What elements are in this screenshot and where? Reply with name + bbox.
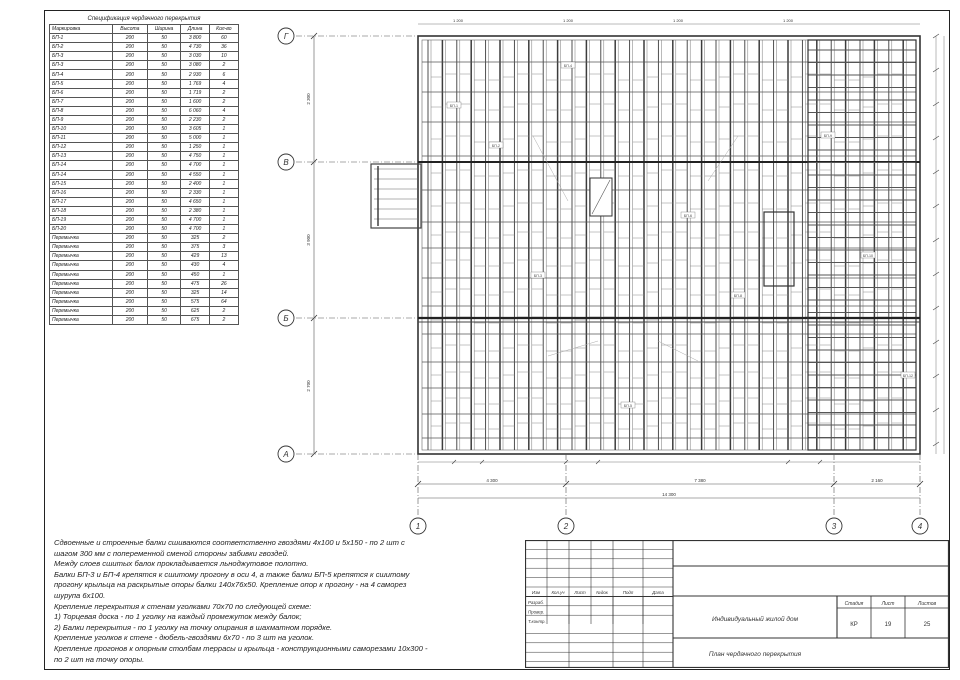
- beam-tag: БП-3: [533, 273, 543, 278]
- stamp-sheets-label: Листов: [917, 601, 937, 607]
- spec-cell: 2 930: [181, 70, 209, 79]
- spec-cell: 50: [147, 179, 181, 188]
- stamp-head-cell: Подп: [622, 590, 634, 595]
- spec-cell: БП-7: [50, 97, 113, 106]
- spec-cell: БП-3: [50, 61, 113, 70]
- spec-cell: 1: [209, 125, 238, 134]
- spec-column-header: Ширина: [147, 25, 181, 34]
- stamp-head-cell: Дата: [652, 590, 664, 595]
- spec-cell: 2: [209, 115, 238, 124]
- spec-cell: 200: [113, 125, 148, 134]
- spec-cell: БП-5: [50, 79, 113, 88]
- spec-cell: 64: [209, 297, 238, 306]
- stamp-role: Т.контр.: [528, 618, 546, 624]
- note-line: 2) Балки перекрытия - по 1 уголку на точку опирания в шахматном порядке.: [54, 622, 333, 632]
- spec-cell: 200: [113, 188, 148, 197]
- spec-cell: 50: [147, 215, 181, 224]
- spec-cell: БП-19: [50, 215, 113, 224]
- spec-cell: 429: [181, 252, 209, 261]
- stamp-stage: КР: [850, 622, 858, 628]
- spec-cell: 200: [113, 252, 148, 261]
- row-axis-label: Г: [283, 32, 289, 41]
- beam-tag: БП-10: [862, 253, 874, 258]
- row-axis-label: Б: [283, 314, 289, 323]
- spec-table-row: [50, 197, 239, 206]
- floor-framing-plan: [268, 16, 952, 536]
- spec-table-row: [50, 279, 239, 288]
- note-line: шурупа 6х100.: [54, 590, 106, 600]
- spec-table-row: [50, 97, 239, 106]
- stamp-project: Индивидуальный жилой дом: [711, 616, 799, 623]
- spec-cell: 2: [209, 61, 238, 70]
- spec-cell: 50: [147, 279, 181, 288]
- spec-cell: 200: [113, 215, 148, 224]
- spec-cell: 200: [113, 261, 148, 270]
- spec-cell: 50: [147, 52, 181, 61]
- spec-table-row: [50, 115, 239, 124]
- stamp-head-cell: Лист: [574, 590, 586, 595]
- left-dim-value: 2 700: [306, 380, 311, 392]
- spec-table-row: [50, 288, 239, 297]
- spec-cell: 36: [209, 43, 238, 52]
- stamp-head-cell: Изм: [531, 590, 541, 595]
- spec-cell: 50: [147, 297, 181, 306]
- note-line: по 2 шт на точку опоры.: [54, 654, 145, 664]
- spec-cell: 50: [147, 234, 181, 243]
- spec-cell: 6: [209, 70, 238, 79]
- spec-cell: Перемычка: [50, 261, 113, 270]
- top-dim-value: 1 200: [782, 18, 794, 23]
- spec-cell: 1: [209, 152, 238, 161]
- spec-cell: 50: [147, 70, 181, 79]
- spec-cell: 3 605: [181, 125, 209, 134]
- spec-cell: 60: [209, 34, 238, 43]
- spec-cell: 200: [113, 161, 148, 170]
- spec-cell: 450: [181, 270, 209, 279]
- right-zone-outline: [808, 40, 916, 450]
- beam-tag: БП-1: [449, 103, 459, 108]
- spec-cell: 3 080: [181, 61, 209, 70]
- spec-cell: 1: [209, 188, 238, 197]
- left-dim-value: 2 300: [306, 93, 311, 105]
- spec-cell: 1: [209, 170, 238, 179]
- spec-cell: 50: [147, 106, 181, 115]
- spec-cell: 200: [113, 88, 148, 97]
- spec-table-row: [50, 152, 239, 161]
- spec-cell: 200: [113, 225, 148, 234]
- spec-cell: 1 250: [181, 143, 209, 152]
- spec-cell: Перемычка: [50, 270, 113, 279]
- spec-cell: 200: [113, 43, 148, 52]
- spec-table-row: [50, 88, 239, 97]
- spec-cell: Перемычка: [50, 234, 113, 243]
- spec-cell: 200: [113, 288, 148, 297]
- spec-cell: Перемычка: [50, 279, 113, 288]
- spec-cell: 200: [113, 270, 148, 279]
- col-axis-label: 2: [563, 522, 569, 531]
- spec-cell: 200: [113, 206, 148, 215]
- spec-cell: 50: [147, 88, 181, 97]
- note-line: 1) Торцевая доска - по 1 уголку на каждый промежуток между балок;: [54, 612, 302, 622]
- stamp-sheet-number: 19: [884, 622, 892, 628]
- spec-column-header: Высота: [113, 25, 148, 34]
- spec-cell: 3 800: [181, 34, 209, 43]
- spec-cell: Перемычка: [50, 316, 113, 325]
- roof-mark: [533, 136, 568, 201]
- spec-table-row: [50, 79, 239, 88]
- spec-table-row: [50, 143, 239, 152]
- roof-mark: [548, 341, 598, 356]
- col-axis-label: 3: [831, 522, 837, 531]
- spec-table-row: [50, 34, 239, 43]
- spec-cell: БП-11: [50, 134, 113, 143]
- spec-cell: БП-6: [50, 88, 113, 97]
- specification-table: [49, 13, 239, 325]
- stamp-head-cell: Кол.уч: [551, 590, 565, 595]
- spec-cell: 4: [209, 261, 238, 270]
- spec-cell: 50: [147, 43, 181, 52]
- spec-cell: 50: [147, 306, 181, 315]
- spec-cell: 1: [209, 215, 238, 224]
- spec-cell: 325: [181, 288, 209, 297]
- note-line: Балки БП-3 и БП-4 крепятся к сшитому прогону в оси 4, а также балки БП-5 крепятся к сшитому: [54, 569, 410, 579]
- spec-cell: БП-14: [50, 161, 113, 170]
- note-line: Сдвоенные и строенные балки сшиваются соответственно гвоздями 4х100 и 5х150 - по 2 шт с: [54, 538, 405, 547]
- spec-cell: 3: [209, 243, 238, 252]
- spec-cell: БП-8: [50, 106, 113, 115]
- spec-cell: 2: [209, 97, 238, 106]
- overall-dim-value: 14 300: [662, 492, 676, 497]
- spec-table-row: [50, 61, 239, 70]
- spec-column-header: Длина: [181, 25, 209, 34]
- spec-cell: 5 000: [181, 134, 209, 143]
- spec-cell: 50: [147, 197, 181, 206]
- spec-cell: БП-13: [50, 152, 113, 161]
- spec-cell: 50: [147, 252, 181, 261]
- spec-cell: 2 400: [181, 179, 209, 188]
- spec-cell: 475: [181, 279, 209, 288]
- spec-cell: БП-16: [50, 188, 113, 197]
- spec-table-row: [50, 234, 239, 243]
- spec-cell: 200: [113, 79, 148, 88]
- note-line: Крепление прогонов к опорным столбам террасы и крыльца - конструкционными саморезами 10х300 -: [54, 643, 428, 653]
- spec-cell: 1: [209, 161, 238, 170]
- spec-cell: 4 550: [181, 170, 209, 179]
- spec-cell: 200: [113, 34, 148, 43]
- spec-cell: 200: [113, 152, 148, 161]
- spec-table-row: [50, 52, 239, 61]
- spec-table-row: [50, 270, 239, 279]
- spec-cell: БП-4: [50, 70, 113, 79]
- spec-cell: 50: [147, 97, 181, 106]
- span-dim-value: 7 380: [694, 478, 706, 483]
- spec-cell: 200: [113, 52, 148, 61]
- spec-cell: 2: [209, 306, 238, 315]
- spec-table-row: [50, 161, 239, 170]
- spec-table-row: [50, 170, 239, 179]
- spec-cell: 14: [209, 288, 238, 297]
- spec-cell: 1: [209, 197, 238, 206]
- spec-table-row: [50, 215, 239, 224]
- spec-cell: БП-20: [50, 225, 113, 234]
- spec-cell: 200: [113, 61, 148, 70]
- spec-cell: 50: [147, 115, 181, 124]
- note-line: Крепление уголков к стене - дюбель-гвоздями 6х70 - по 3 шт на уголок.: [54, 633, 315, 643]
- spec-table-row: [50, 243, 239, 252]
- spec-table-row: [50, 261, 239, 270]
- spec-cell: 200: [113, 234, 148, 243]
- spec-cell: Перемычка: [50, 243, 113, 252]
- spec-cell: 200: [113, 170, 148, 179]
- spec-cell: 1: [209, 206, 238, 215]
- spec-cell: 575: [181, 297, 209, 306]
- spec-cell: 50: [147, 125, 181, 134]
- spec-column-header: Маркировка: [50, 25, 113, 34]
- spec-table-row: [50, 225, 239, 234]
- spec-column-header: Кол-во: [209, 25, 238, 34]
- spec-table-row: [50, 252, 239, 261]
- spec-cell: БП-14: [50, 170, 113, 179]
- spec-cell: 2 330: [181, 188, 209, 197]
- spec-cell: 50: [147, 270, 181, 279]
- spec-cell: 50: [147, 225, 181, 234]
- spec-table-row: [50, 43, 239, 52]
- spec-cell: 2 380: [181, 206, 209, 215]
- spec-table-row: [50, 134, 239, 143]
- spec-table-row: [50, 179, 239, 188]
- spec-cell: 200: [113, 306, 148, 315]
- beam-tag: БП-5: [623, 403, 633, 408]
- spec-cell: 50: [147, 61, 181, 70]
- beam-tag: БП-9: [823, 133, 833, 138]
- spec-cell: БП-1: [50, 34, 113, 43]
- spec-cell: 4 750: [181, 152, 209, 161]
- stamp-sheets-total: 25: [923, 622, 931, 628]
- spec-table-row: [50, 188, 239, 197]
- chimney-opening: [764, 212, 794, 286]
- spec-cell: 200: [113, 70, 148, 79]
- spec-cell: 1: [209, 225, 238, 234]
- spec-cell: БП-9: [50, 115, 113, 124]
- spec-cell: 1: [209, 134, 238, 143]
- spec-cell: 200: [113, 297, 148, 306]
- spec-cell: БП-17: [50, 197, 113, 206]
- top-dim-value: 1 200: [672, 18, 684, 23]
- stamp-role: Провер.: [528, 609, 545, 615]
- spec-table-row: [50, 125, 239, 134]
- spec-cell: 13: [209, 252, 238, 261]
- general-notes: [54, 538, 516, 665]
- spec-cell: 4 730: [181, 43, 209, 52]
- beam-tag: БП-12: [902, 373, 914, 378]
- spec-cell: 1: [209, 270, 238, 279]
- spec-cell: БП-3: [50, 52, 113, 61]
- spec-cell: 50: [147, 206, 181, 215]
- spec-table-row: [50, 106, 239, 115]
- spec-table-row: [50, 306, 239, 315]
- title-block: [525, 540, 949, 668]
- spec-cell: 1 719: [181, 88, 209, 97]
- spec-cell: 26: [209, 279, 238, 288]
- spec-cell: 50: [147, 170, 181, 179]
- spec-cell: 50: [147, 288, 181, 297]
- note-line: Между слоев сшитых балок прокладывается льноджутовое полотно.: [54, 559, 309, 569]
- spec-cell: 200: [113, 134, 148, 143]
- spec-cell: 200: [113, 106, 148, 115]
- col-axis-label: 4: [917, 522, 923, 531]
- spec-cell: 200: [113, 179, 148, 188]
- spec-cell: 430: [181, 261, 209, 270]
- spec-cell: БП-2: [50, 43, 113, 52]
- top-dim-value: 1 200: [452, 18, 464, 23]
- beam-tag: БП-6: [683, 213, 693, 218]
- spec-cell: 675: [181, 316, 209, 325]
- spec-cell: 50: [147, 79, 181, 88]
- note-line: прогону крыльца на раскрытые опоры балки 140х76х50. Крепление опор к прогону - на 4 саморез: [54, 580, 407, 590]
- spec-cell: 625: [181, 306, 209, 315]
- spec-cell: 1 600: [181, 97, 209, 106]
- spec-table-row: [50, 70, 239, 79]
- spec-table-row: [50, 297, 239, 306]
- spec-table-row: [50, 206, 239, 215]
- span-dim-value: 4 300: [486, 478, 498, 483]
- stamp-stage-label: Стадия: [844, 601, 864, 607]
- spec-cell: Перемычка: [50, 297, 113, 306]
- spec-cell: Перемычка: [50, 252, 113, 261]
- spec-cell: 2: [209, 88, 238, 97]
- stamp-sheet-title: План чердачного перекрытия: [708, 651, 802, 658]
- spec-cell: 50: [147, 134, 181, 143]
- note-line: шагом 300 мм с попеременной сменой стороны забивки гвоздей.: [54, 548, 289, 558]
- spec-cell: 4: [209, 79, 238, 88]
- spec-cell: 4 700: [181, 225, 209, 234]
- beam-tag: БП-4: [563, 63, 573, 68]
- spec-cell: 50: [147, 243, 181, 252]
- spec-cell: БП-12: [50, 143, 113, 152]
- col-axis-label: 1: [415, 522, 421, 531]
- spec-cell: 50: [147, 161, 181, 170]
- spec-cell: 50: [147, 261, 181, 270]
- spec-cell: 4: [209, 106, 238, 115]
- spec-cell: 4 650: [181, 197, 209, 206]
- spec-cell: БП-18: [50, 206, 113, 215]
- spec-cell: 4 700: [181, 161, 209, 170]
- spec-cell: 200: [113, 115, 148, 124]
- spec-table-row: [50, 316, 239, 325]
- beam-tag: БП-8: [733, 293, 743, 298]
- spec-cell: 50: [147, 143, 181, 152]
- top-dim-value: 1 200: [562, 18, 574, 23]
- spec-cell: 200: [113, 279, 148, 288]
- left-dim-value: 3 900: [306, 234, 311, 246]
- row-axis-label: А: [283, 450, 289, 459]
- spec-cell: 50: [147, 316, 181, 325]
- spec-cell: 200: [113, 243, 148, 252]
- spec-cell: 3 030: [181, 52, 209, 61]
- spec-cell: 2: [209, 316, 238, 325]
- spec-cell: БП-10: [50, 125, 113, 134]
- spec-cell: 6 060: [181, 106, 209, 115]
- spec-cell: 325: [181, 234, 209, 243]
- spec-cell: 10: [209, 52, 238, 61]
- note-line: Крепление перекрытия к стенам уголками 70х70 по следующей схеме:: [54, 601, 312, 611]
- spec-cell: Перемычка: [50, 306, 113, 315]
- stamp-head-cell: №док: [596, 590, 608, 595]
- spec-cell: 2 230: [181, 115, 209, 124]
- spec-cell: 50: [147, 34, 181, 43]
- joist-group: [418, 40, 920, 450]
- spec-cell: 2: [209, 234, 238, 243]
- stamp-role: Разраб.: [528, 600, 544, 605]
- spec-cell: 1: [209, 143, 238, 152]
- spec-cell: 200: [113, 197, 148, 206]
- spec-cell: 1 769: [181, 79, 209, 88]
- spec-cell: 200: [113, 97, 148, 106]
- stamp-sheet-label: Лист: [881, 601, 895, 607]
- spec-cell: БП-15: [50, 179, 113, 188]
- span-dim-value: 2 160: [871, 478, 883, 483]
- beam-tag: БП-2: [491, 143, 501, 148]
- spec-cell: 200: [113, 143, 148, 152]
- spec-cell: 200: [113, 316, 148, 325]
- spec-cell: 375: [181, 243, 209, 252]
- spec-cell: 50: [147, 152, 181, 161]
- spec-cell: 50: [147, 188, 181, 197]
- row-axis-label: В: [283, 158, 289, 167]
- spec-table-title: Спецификация чердачного перекрытия: [87, 15, 201, 22]
- spec-cell: 4 700: [181, 215, 209, 224]
- spec-cell: Перемычка: [50, 288, 113, 297]
- spec-cell: 1: [209, 179, 238, 188]
